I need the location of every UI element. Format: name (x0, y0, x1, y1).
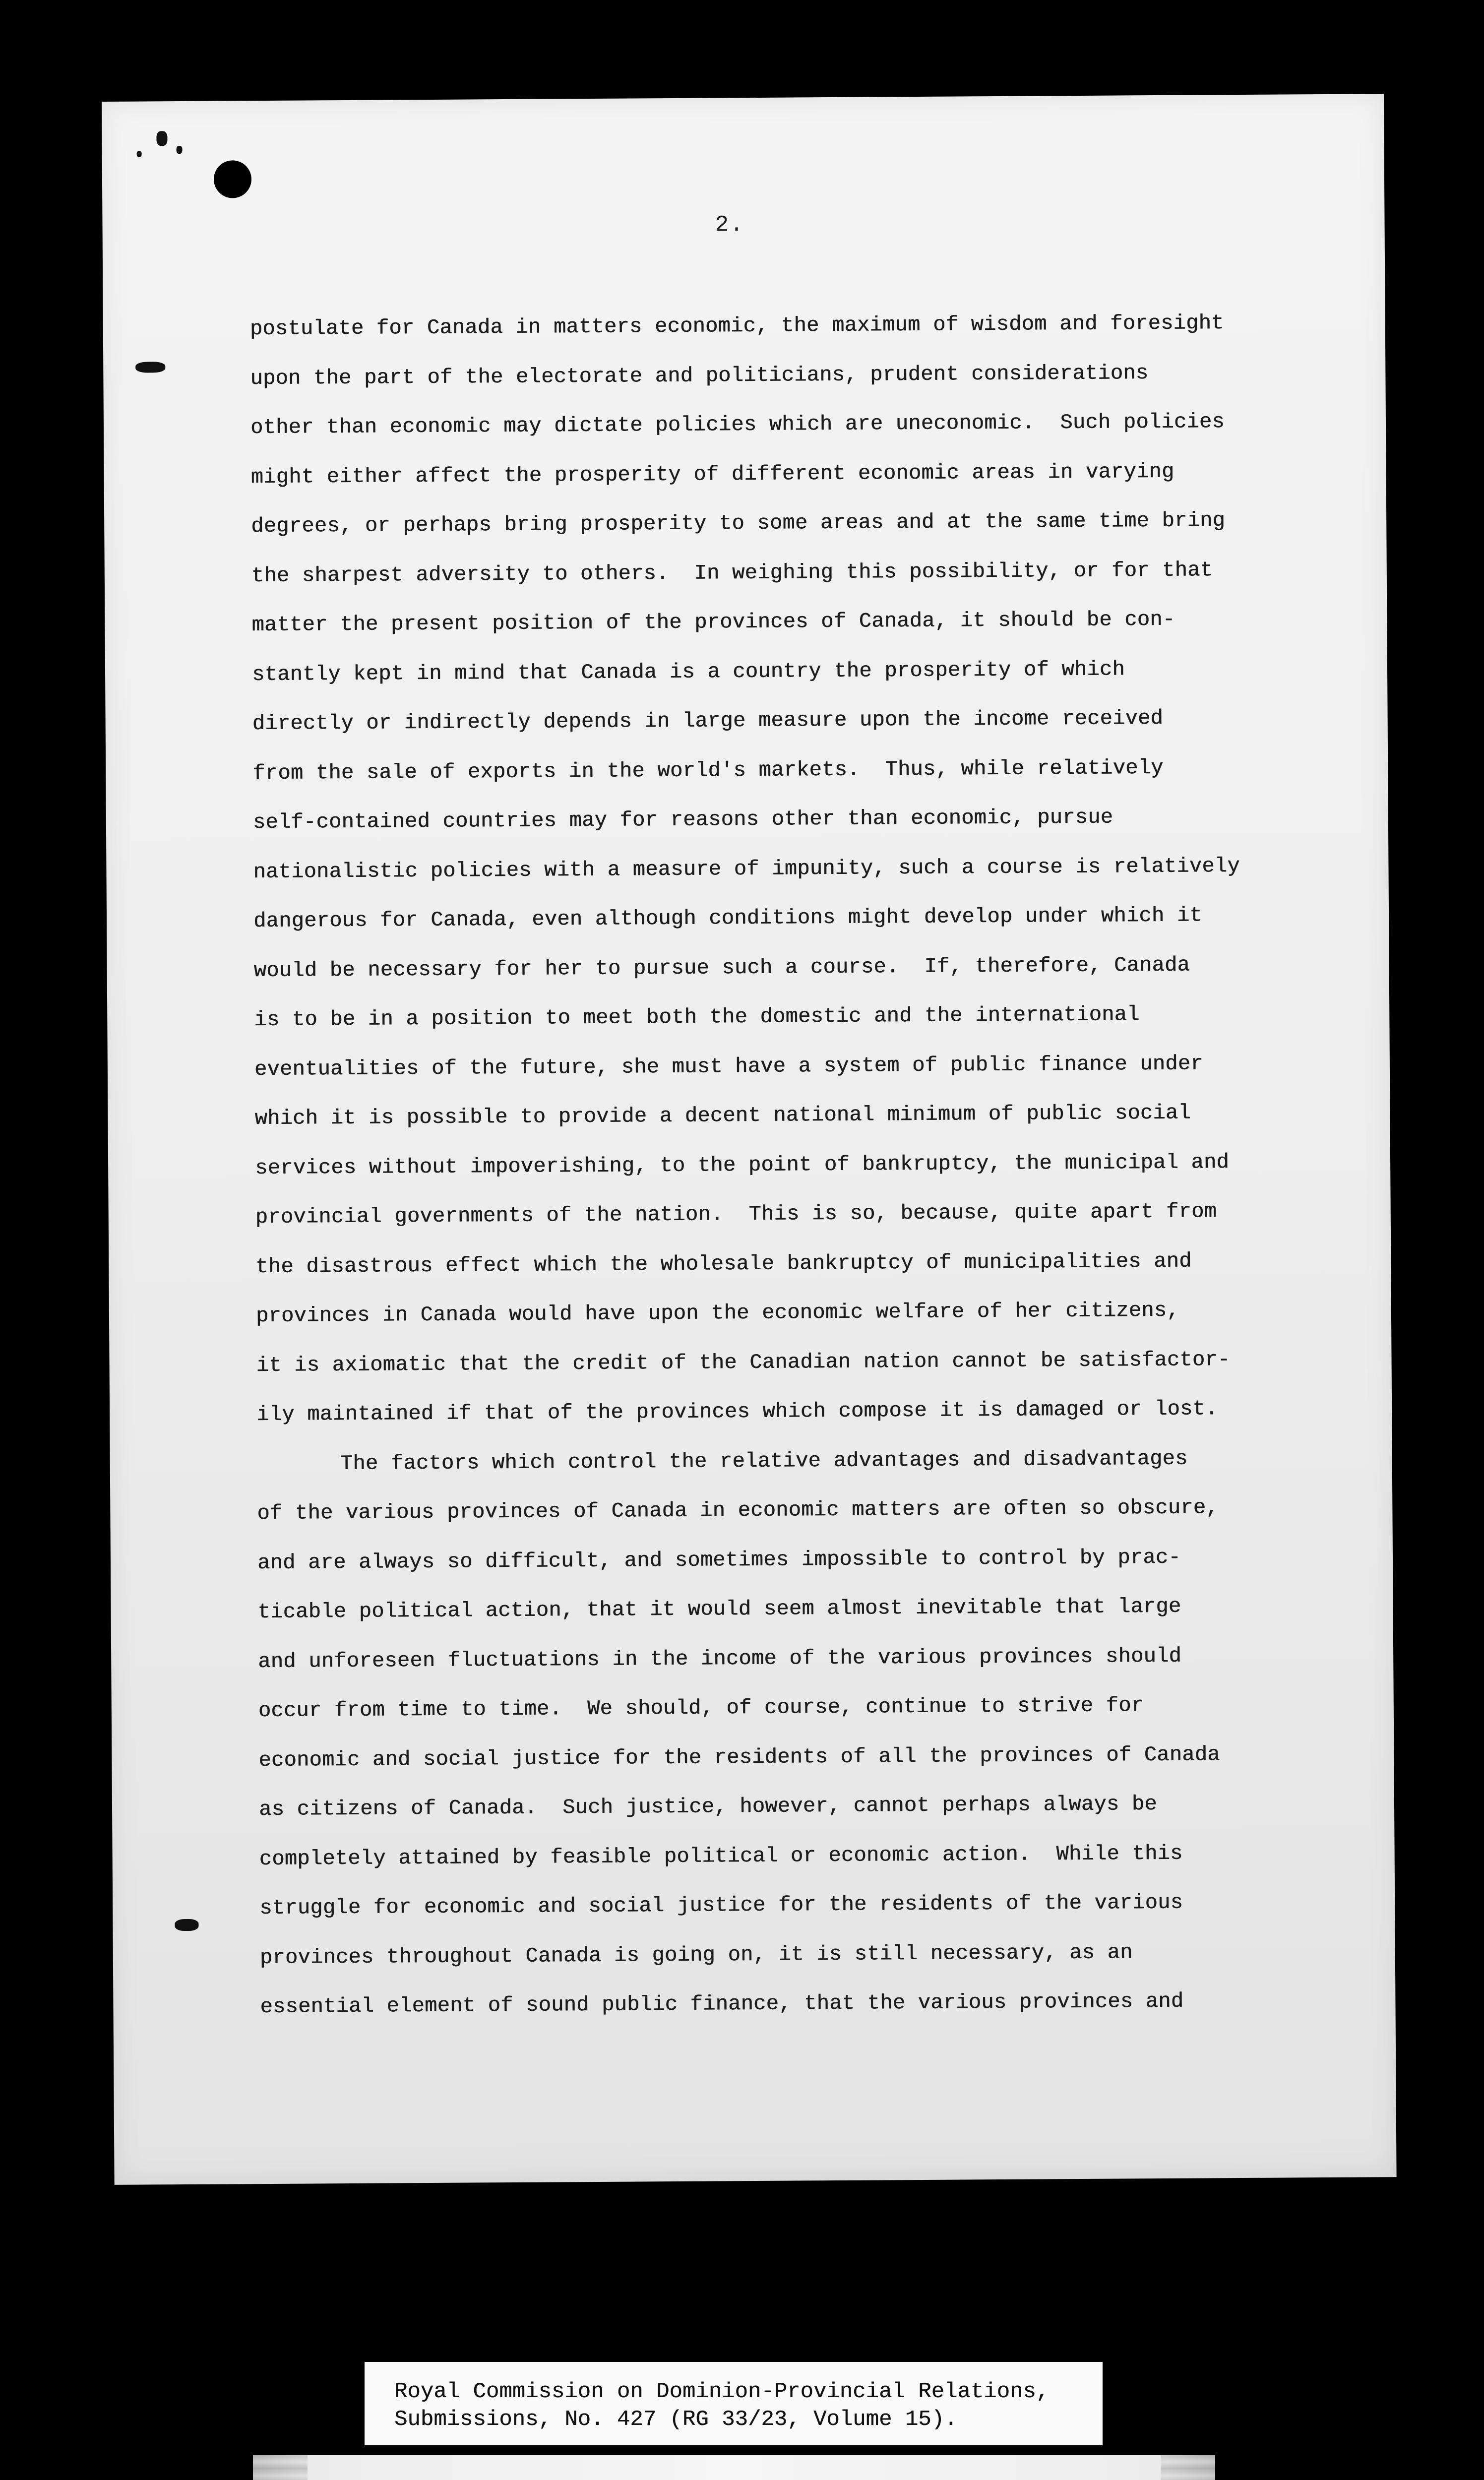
text-line: other than economic may dictate policies which are uneconomic. Such policies (250, 410, 1225, 440)
text-line: ticable political action, that it would seem almost inevitable that large (257, 1594, 1181, 1624)
ink-speck (175, 1919, 198, 1931)
text-line: provinces throughout Canada is going on, it is still necessary, as an (259, 1940, 1133, 1970)
text-line: matter the present position of the provinces of Canada, it should be con- (251, 607, 1175, 637)
text-line: degrees, or perhaps bring prosperity to some areas and at the same time bring (251, 508, 1226, 539)
text-line: postulate for Canada in matters economic, the maximum of wisdom and foresight (249, 311, 1224, 341)
text-line: stantly kept in mind that Canada is a country the prosperity of which (251, 657, 1125, 686)
text-line: occur from time to time. We should, of course, continue to strive for (258, 1693, 1144, 1723)
text-line: and are always so difficult, and sometimes impossible to control by prac- (257, 1545, 1181, 1575)
text-line: essential element of sound public finance, that the various provinces and (260, 1989, 1184, 2019)
ink-speck (137, 151, 142, 157)
typed-text-body (250, 308, 1352, 2042)
text-line: dangerous for Canada, even although conditions might develop under which it (253, 903, 1203, 933)
text-line: the sharpest adversity to others. In weighing this possibility, or for that (251, 558, 1213, 588)
text-line: might either affect the prosperity of different economic areas in varying (250, 459, 1175, 489)
text-line: services without impoverishing, to the point of bankruptcy, the municipal and (254, 1150, 1230, 1180)
ink-speck (156, 131, 167, 146)
text-line: as citizens of Canada. Such justice, however, cannot perhaps always be (258, 1792, 1157, 1822)
text-line: which it is possible to provide a decent national minimum of public social (254, 1101, 1191, 1131)
ink-speck (135, 362, 165, 372)
reference-line-volume: Submissions, No. 427 (RG 33/23, Volume 15). (394, 2407, 958, 2432)
text-line: eventualities of the future, she must have a system of public finance under (254, 1051, 1203, 1081)
text-line: nationalistic policies with a measure of impunity, such a course is relatively (253, 854, 1240, 884)
text-line: completely attained by feasible political or economic action. While this (259, 1841, 1183, 1871)
text-line: the disastrous effect which the wholesale bankruptcy of municipalities and (255, 1249, 1192, 1279)
ink-speck (177, 146, 183, 154)
document-page (102, 94, 1397, 2185)
archives-stamp (253, 2455, 1215, 2480)
text-line: directly or indirectly depends in large measure upon the income received (252, 706, 1164, 736)
text-line: The factors which control the relative advantages and disadvantages (340, 1446, 1188, 1476)
text-line: struggle for economic and social justice for the residents of the various (259, 1890, 1183, 1921)
reference-line-collection: Royal Commission on Dominion-Provincial Relations, (394, 2379, 1050, 2404)
text-line: provincial governments of the nation. This is so, because, quite apart from (255, 1199, 1217, 1230)
text-line: is to be in a position to meet both the domestic and the international (254, 1002, 1140, 1032)
stamp-edge-left (253, 2455, 308, 2480)
text-line: it is axiomatic that the credit of the Canadian nation cannot be satisfactor- (256, 1347, 1231, 1377)
page-number: 2. (715, 212, 744, 238)
text-line: of the various provinces of Canada in economic matters are often so obscure, (257, 1495, 1219, 1526)
archive-reference-label (365, 2362, 1103, 2445)
text-line: provinces in Canada would have upon the economic welfare of her citizens, (255, 1298, 1179, 1328)
text-line: and unforeseen fluctuations in the income of the various provinces should (258, 1644, 1182, 1674)
punch-hole (214, 160, 251, 198)
stamp-edge-right (1161, 2455, 1215, 2480)
text-line: from the sale of exports in the world's markets. Thus, while relatively (252, 755, 1164, 785)
text-line: would be necessary for her to pursue such a course. If, therefore, Canada (253, 953, 1190, 983)
text-line: economic and social justice for the residents of all the provinces of Canada (258, 1742, 1220, 1772)
text-line: ily maintained if that of the provinces which compose it is damaged or lost. (256, 1397, 1218, 1427)
text-line: upon the part of the electorate and politicians, prudent considerations (250, 361, 1149, 390)
text-line: self-contained countries may for reasons other than economic, pursue (252, 805, 1113, 835)
